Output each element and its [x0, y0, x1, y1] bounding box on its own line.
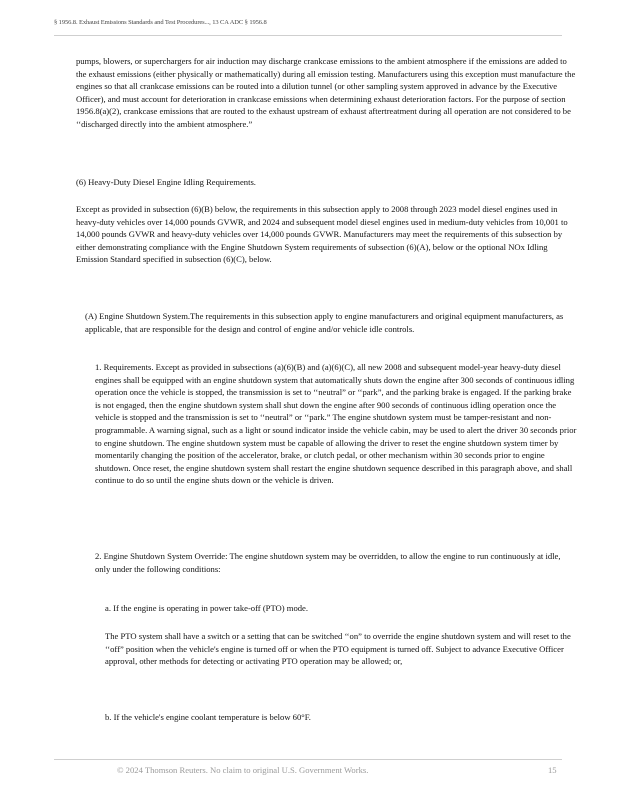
paragraph-engine-shutdown-system: (A) Engine Shutdown System.The requirements in this subsection apply to engine manufacturers and original equipment manufacturers, as applicable, that are responsible for the design and control of engine and/or vehicle idle controls.	[85, 311, 564, 334]
list-item-pto-mode: a. If the engine is operating in power take-off (PTO) mode.	[105, 603, 309, 613]
page-number: 15	[548, 765, 557, 775]
footer-copyright: © 2024 Thomson Reuters. No claim to original U.S. Government Works.	[117, 765, 369, 775]
section-heading-idling-requirements: (6) Heavy-Duty Diesel Engine Idling Requirements.	[76, 177, 256, 187]
paragraph-shutdown-override: 2. Engine Shutdown System Override: The engine shutdown system may be overridden, to allow the engine to run continuously at idle, only under the following conditions:	[95, 551, 561, 574]
running-header: § 1956.8. Exhaust Emissions Standards and Test Procedures..., 13 CA ADC § 1956.8	[54, 19, 267, 26]
header-divider	[54, 35, 562, 36]
paragraph-shutdown-requirements: 1. Requirements. Except as provided in subsections (a)(6)(B) and (a)(6)(C), all new 2008 and subsequent model-year heavy-duty diesel engines shall be equipped with an engine shutdown system that automatically shuts down the engine after 300 seconds of continuous idling operation once the vehicle is stopped, the transmission is set to ‘‘neutral” or ‘‘park”, and the parking brake is engaged. If the parking brake is not engaged, then the engine shutdown system shall shut down the engine after 900 seconds of continuous idling operation once the vehicle is stopped and the transmission is set to ‘‘neutral” or ‘‘park.” The engine shutdown system must be tamper-resistant and non-programmable. A warning signal, such as a light or sound indicator inside the vehicle cabin, may be used to alert the driver 30 seconds prior to engine shutdown. The engine shutdown system must be capable of allowing the driver to reset the engine shutdown system timer by momentarily changing the position of the accelerator, brake, or clutch pedal, or other mechanism within 30 seconds prior to engine shutdown. Once reset, the engine shutdown system shall restart the engine shutdown sequence described in this paragraph above, and shall continue to do so until the engine shuts down or the vehicle is driven.	[95, 362, 577, 486]
list-item-coolant-temperature: b. If the vehicle's engine coolant temperature is below 60°F.	[105, 712, 311, 722]
paragraph-crankcase-emissions: pumps, blowers, or superchargers for air induction may discharge crankcase emissions to the ambient atmosphere if the emissions are added to the exhaust emissions (either physically or mathematically) during all emission testing. Manufacturers using this exception must manufacture the engines so that all crankcase emissions can be routed into a dilution tunnel (or other sampling system approved in advance by the Executive Officer), and must account for deterioration in crankcase emissions when determining exhaust deterioration factors. For the purpose of section 1956.8(a)(2), crankcase emissions that are routed to the exhaust upstream of exhaust aftertreatment during all operation are not considered to be ‘‘discharged directly into the ambient atmosphere.”	[76, 56, 576, 129]
paragraph-idling-applicability: Except as provided in subsection (6)(B) below, the requirements in this subsection apply to 2008 through 2023 model diesel engines used in heavy-duty vehicles over 14,000 pounds GVWR, and 2024 and subsequent model diesel engines used in medium-duty vehicles from 10,001 to 14,000 pounds GVWR and heavy-duty vehicles over 14,000 pounds GVWR. Manufacturers may meet the requirements of this subsection by either demonstrating compliance with the Engine Shutdown System requirements of subsection (6)(A), below or the optional NOx Idling Emission Standard specified in subsection (6)(C), below.	[76, 204, 568, 265]
paragraph-pto-switch: The PTO system shall have a switch or a setting that can be switched ‘‘on” to override the engine shutdown system and will reset to the ‘‘off” position when the vehicle's engine is turned off or when the PTO equipment is turned off. Subject to advance Executive Officer approval, other methods for detecting or activating PTO operation may be allowed; or,	[105, 631, 571, 667]
footer-divider	[54, 759, 562, 760]
